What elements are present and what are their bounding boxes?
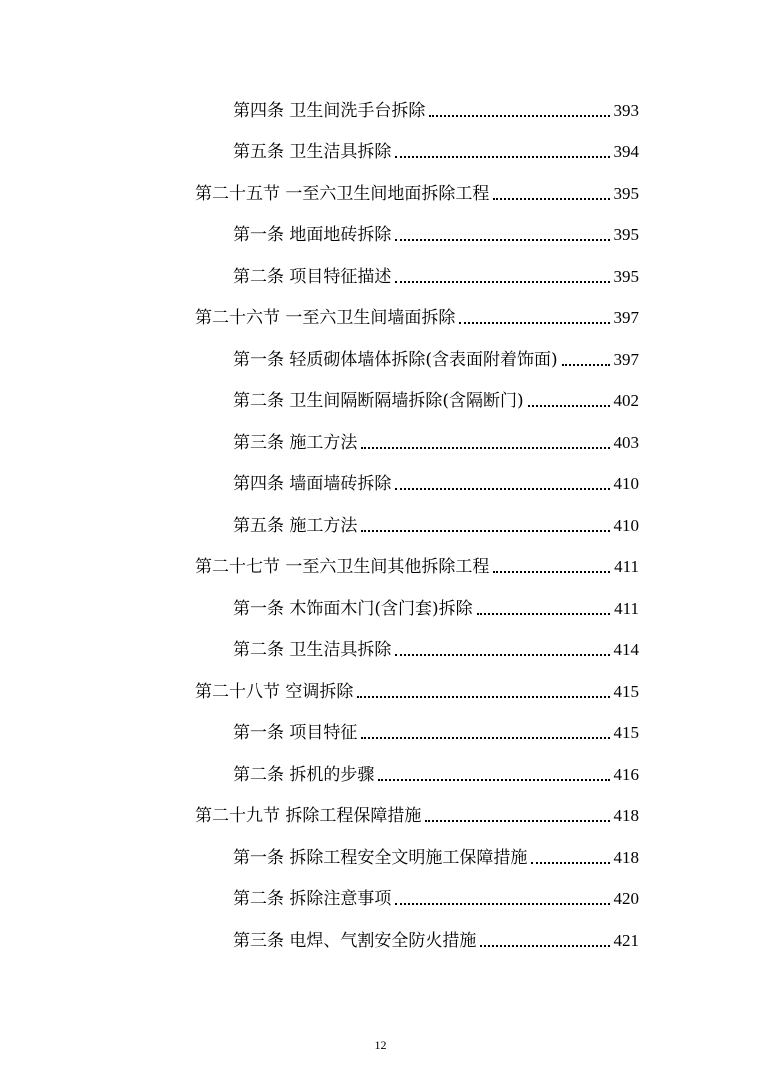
toc-entry[interactable] <box>233 716 639 744</box>
toc-entry-label: 第四条 墙面墙砖拆除 <box>233 474 392 494</box>
toc-entry-label: 第五条 卫生洁具拆除 <box>233 142 392 162</box>
toc-entry[interactable] <box>233 592 639 620</box>
toc-dot-leader <box>357 696 609 698</box>
toc-dot-leader <box>378 779 609 781</box>
toc-dot-leader <box>531 862 609 864</box>
toc-entry-page: 402 <box>613 391 639 410</box>
toc-entry-page: 410 <box>613 474 639 493</box>
toc-section[interactable] <box>195 177 639 205</box>
toc-entry[interactable] <box>233 260 639 288</box>
toc-entry-label: 第二条 拆机的步骤 <box>233 765 375 785</box>
toc-dot-leader <box>493 198 609 200</box>
toc-section-label: 第二十九节 拆除工程保障措施 <box>195 806 422 826</box>
toc-entry-page: 414 <box>613 640 639 659</box>
toc-entry-label: 第一条 项目特征 <box>233 723 358 743</box>
toc-dot-leader <box>395 903 609 905</box>
toc-entry[interactable] <box>233 633 639 661</box>
toc-section[interactable] <box>195 675 639 703</box>
toc-entry-page: 411 <box>614 599 639 618</box>
toc-dot-leader <box>425 820 609 822</box>
toc-entry-label: 第四条 卫生间洗手台拆除 <box>233 101 426 121</box>
toc-entry-page: 415 <box>613 723 639 742</box>
toc-entry-page: 393 <box>613 101 639 120</box>
toc-entry[interactable] <box>233 924 639 952</box>
toc-section-page: 411 <box>614 557 639 576</box>
toc-entry-label: 第一条 地面地砖拆除 <box>233 225 392 245</box>
toc-entry-page: 394 <box>613 142 639 161</box>
toc-entry-label: 第二条 项目特征描述 <box>233 267 392 287</box>
toc-section-label: 第二十七节 一至六卫生间其他拆除工程 <box>195 557 490 577</box>
toc-section-label: 第二十五节 一至六卫生间地面拆除工程 <box>195 184 490 204</box>
toc-entry[interactable] <box>233 467 639 495</box>
toc-entry[interactable] <box>233 758 639 786</box>
toc-entry-label: 第一条 轻质砌体墙体拆除(含表面附着饰面) <box>233 350 558 370</box>
toc-section-page: 397 <box>613 308 639 327</box>
toc-entry-label: 第二条 拆除注意事项 <box>233 889 392 909</box>
toc-entry[interactable] <box>233 384 639 412</box>
toc-entry[interactable] <box>233 841 639 869</box>
toc-dot-leader <box>395 488 609 490</box>
toc-section-page: 395 <box>613 184 639 203</box>
toc-section-page: 415 <box>613 682 639 701</box>
toc-dot-leader <box>477 613 610 615</box>
toc-dot-leader <box>395 156 609 158</box>
toc-entry-label: 第一条 木饰面木门(含门套)拆除 <box>233 599 473 619</box>
toc-entry-label: 第五条 施工方法 <box>233 516 358 536</box>
toc-entry-page: 395 <box>613 267 639 286</box>
toc-section-page: 418 <box>613 806 639 825</box>
toc-entry[interactable] <box>233 218 639 246</box>
toc-entry-label: 第三条 施工方法 <box>233 433 358 453</box>
toc-entry[interactable] <box>233 509 639 537</box>
toc-dot-leader <box>493 571 610 573</box>
toc-section[interactable] <box>195 301 639 329</box>
toc-section[interactable] <box>195 550 639 578</box>
toc-entry-label: 第三条 电焊、气割安全防火措施 <box>233 931 477 951</box>
toc-dot-leader <box>528 405 610 407</box>
toc-section-label: 第二十六节 一至六卫生间墙面拆除 <box>195 308 456 328</box>
toc-entry-page: 416 <box>613 765 639 784</box>
toc-dot-leader <box>459 322 609 324</box>
toc-entry[interactable] <box>233 135 639 163</box>
toc-entry[interactable] <box>233 343 639 371</box>
toc-entry-page: 418 <box>613 848 639 867</box>
toc-dot-leader <box>562 364 610 366</box>
toc-dot-leader <box>395 654 609 656</box>
toc-entry[interactable] <box>233 94 639 122</box>
toc-section[interactable] <box>195 799 639 827</box>
toc-entry-page: 420 <box>613 889 639 908</box>
toc-dot-leader <box>361 737 609 739</box>
toc-entry-page: 403 <box>613 433 639 452</box>
toc-dot-leader <box>480 945 609 947</box>
toc-dot-leader <box>429 115 609 117</box>
page-number: 12 <box>374 1038 387 1052</box>
toc-section-label: 第二十八节 空调拆除 <box>195 682 354 702</box>
toc-entry[interactable] <box>233 426 639 454</box>
toc-entry[interactable] <box>233 882 639 910</box>
toc-dot-leader <box>361 447 609 449</box>
toc-entry-page: 395 <box>613 225 639 244</box>
toc-entry-page: 421 <box>613 931 639 950</box>
toc-entry-label: 第一条 拆除工程安全文明施工保障措施 <box>233 848 528 868</box>
toc-entry-page: 397 <box>613 350 639 369</box>
toc-dot-leader <box>395 239 609 241</box>
toc-entry-label: 第二条 卫生洁具拆除 <box>233 640 392 660</box>
toc-entry-page: 410 <box>613 516 639 535</box>
toc-dot-leader <box>361 530 609 532</box>
toc-dot-leader <box>395 281 609 283</box>
toc-entry-label: 第二条 卫生间隔断隔墙拆除(含隔断门) <box>233 391 524 411</box>
